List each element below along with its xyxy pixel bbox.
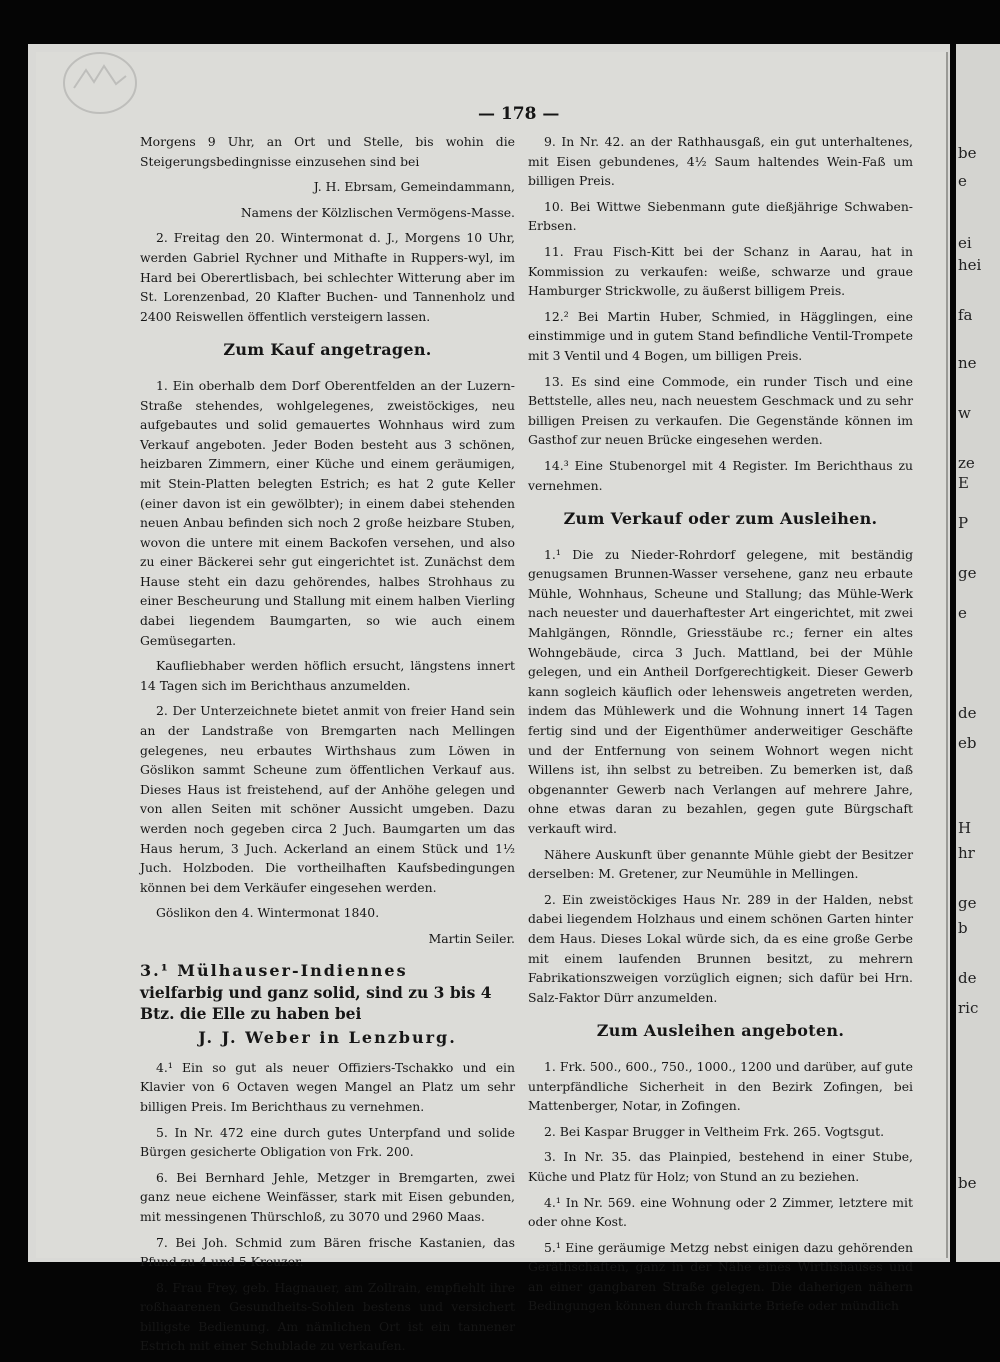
adjacent-page-fragment: e xyxy=(958,604,967,622)
adjacent-page-fragment: de xyxy=(958,704,977,722)
adjacent-page-fragment: de xyxy=(958,969,977,987)
ad-text: 1.¹ Die zu Nieder-Rohrdorf gelegene, mit beständig genugsamen Brunnen-Wasser versehene, ganz neu erbaute Mühle, Wohnhaus, Scheune und Stallung; das Mühle-Werk nach neuester und dauerhaftester Art eingerichtet, mit zwei Mahlgängen, Rönndle, Griesstäube rc.; ferner ein altes Wohngebäude, circa 3 Juch. Mattland, bei der Mühle gelegen, und ein Antheil Dorfgerechtigkeit. Dieser Gewerb kann sogleich käuflich oder lehensweis angetreten werden, indem das Mühlewerk und die Wohnung innert 14 Tagen fertig sind und der Eigenthümer anderweitiger Geschäfte und der Entfernung von seinem Wohnort wegen nicht Willens ist, ihn selbst zu betreiben. Zu bemerken ist, daß obgenannter Gewerb nach Verlangen auf mehrere Jahre, ohne etwas daran zu bezahlen, gegen gute Bürgschaft verkauft wird. xyxy=(528,546,913,836)
adjacent-page-fragment: hei xyxy=(958,256,982,274)
ad-text: 4.¹ In Nr. 569. eine Wohnung oder 2 Zimmer, letztere mit oder ohne Kost. xyxy=(528,1194,913,1230)
signature: Martin Seiler. xyxy=(428,930,515,946)
ad-text: 8. Frau Frey, geb. Hagnauer, am Zollrain, empfiehlt ihre roßhaarenen Gesundheits-Sohlen bestens und versichert billigste Bedienung. Am nämlichen Ort ist ein tannener Estrich mit einer Schublade zu verkaufen. xyxy=(140,1279,515,1354)
ad-text: 2. Ein zweistöckiges Haus Nr. 289 in der Halden, nebst dabei liegendem Holzhaus und einem schönen Garten hinter dem Haus. Dieses Lokal würde sich, da es eine große Gerbe mit einem laufenden Brunnen besitzt, zu mehrern Fabrikationszweigen vorzüglich eignen; sich dafür bei Hrn. Salz-Faktor Dürr anzumelden. xyxy=(528,891,913,1005)
adjacent-page-fragment: ne xyxy=(958,354,977,372)
section-heading-ausleihen: Zum Ausleihen angeboten. xyxy=(596,1021,845,1041)
section-heading-verkauf: Zum Verkauf oder zum Ausleihen. xyxy=(563,509,878,529)
signature: Namens der Kölzlischen Vermögens-Masse. xyxy=(240,204,515,220)
ad-text: Nähere Auskunft über genannte Mühle giebt der Besitzer derselben: M. Gretener, zur Neumühle in Mellingen. xyxy=(528,846,913,882)
ad-text: 1. Ein oberhalb dem Dorf Oberentfelden an der Luzern-Straße stehendes, wohlgelegenes, zweistöckiges, neu aufgebautes und solid gemauertes Wohnhaus wird zum Verkauf angeboten. Jeder Boden besteht aus 3 schönen, heizbaren Zimmern, einer Küche und einem geräumigen, mit Stein-Platten belegten Estrich; es hat 2 gute Keller (einer davon ist ein gewölbter); in einem dabei stehenden neuen Anbau befinden sich noch 2 große heizbare Stuben, wovon die untere mit einem Backofen versehen, und also zu einer Bäckerei sehr gut eingerichtet ist. Zunächst dem Hause steht ein dazu gehörendes, halbes Strohhaus zu einer Bescheurung und Stallung mit einem halben Vierling dabei liegendem Baumgarten, so wie auch einem Gemüsegarten. xyxy=(140,377,515,648)
ad-text: 2. Bei Kaspar Brugger in Veltheim Frk. 265. Vogtsgut. xyxy=(544,1123,885,1139)
ad-text: 13. Es sind eine Commode, ein runder Tisch und eine Bettstelle, alles neu, nach neuestem Geschmack und zu sehr billigen Preisen zu verkaufen. Die Gegenstände können im Gasthof zur neuen Brücke eingesehen werden. xyxy=(528,373,913,448)
adjacent-page-fragment: ze xyxy=(958,454,975,472)
ad-text: 5.¹ Eine geräumige Metzg nebst einigen dazu gehörenden Geräthschaften, ganz in der Nähe eines Wirthshauses und an einer gangbaren Straße gelegen. Die daherigen nähern Bedingungen können durch frankirte Briefe oder mündlich xyxy=(528,1239,913,1314)
ad-text: 9. In Nr. 42. an der Rathhausgaß, ein gut unterhaltenes, mit Eisen gebundenes, 4½ Saum haltendes Wein-Faß um billigen Preis. xyxy=(528,134,913,189)
adjacent-page-strip xyxy=(956,44,1000,1262)
ad-text: 7. Bei Joh. Schmid zum Bären frische Kastanien, das Pfund zu 4 und 5 Kreuzer. xyxy=(140,1234,515,1270)
left-column xyxy=(140,132,515,1362)
adjacent-page-fragment: ge xyxy=(958,564,977,582)
right-column xyxy=(528,132,913,1322)
ad-text: 4.¹ Ein so gut als neuer Offiziers-Tschakko und ein Klavier von 6 Octaven wegen Mangel an Platz um sehr billigen Preis. Im Berichthaus zu vernehmen. xyxy=(140,1059,515,1114)
adjacent-page-fragment: hr xyxy=(958,844,975,862)
adjacent-page-fragment: eb xyxy=(958,734,977,752)
adjacent-page-fragment: fa xyxy=(958,306,973,324)
ad-text: Kaufliebhaber werden höflich ersucht, längstens innert 14 Tagen sich im Berichthaus anzumelden. xyxy=(140,658,515,693)
ad-text: 2. Der Unterzeichnete bietet anmit von freier Hand sein an der Landstraße von Bremgarten nach Mellingen gelegenes, neu erbautes Wirthshaus zum Löwen in Göslikon sammt Scheune zum öffentlichen Verkauf aus. Dieses Haus ist freistehend, auf der Anhöhe gelegen und von allen Seiten mit schöner Aussicht umgeben. Dazu werden noch gegeben circa 2 Juch. Baumgarten um das Haus herum, 3 Juch. Ackerland an einem Stück und 1½ Juch. Holzboden. Die vortheilhaften Kaufsbedingungen können bei dem Verkäufer eingesehen werden. xyxy=(140,703,515,895)
adjacent-page-fragment: be xyxy=(958,1174,977,1192)
section-heading-kauf: Zum Kauf angetragen. xyxy=(223,340,432,360)
display-ad-firm: J. J. Weber in Lenzburg. xyxy=(198,1028,457,1048)
adjacent-page-fragment: b xyxy=(958,919,968,937)
adjacent-page-fragment: ei xyxy=(958,234,972,252)
ad-date: Göslikon den 4. Wintermonat 1840. xyxy=(156,905,380,921)
ad-text: 6. Bei Bernhard Jehle, Metzger in Bremgarten, zwei ganz neue eichene Weinfässer, stark mit Eisen gebunden, mit messingenen Thürschloß, zu 3070 und 2960 Maas. xyxy=(140,1169,515,1224)
adjacent-page-fragment: ric xyxy=(958,999,979,1017)
adjacent-page-fragment: P xyxy=(958,514,969,532)
ad-text: 5. In Nr. 472 eine durch gutes Unterpfand und solide Bürgen gesicherte Obligation von Frk. 200. xyxy=(140,1124,515,1160)
ad-text: 10. Bei Wittwe Siebenmann gute dießjährige Schwaben-Erbsen. xyxy=(528,198,913,234)
stamp-watermark-icon xyxy=(60,48,140,118)
notice-text: Morgens 9 Uhr, an Ort und Stelle, bis wohin die Steigerungsbedingnisse einzusehen sind bei xyxy=(140,134,515,169)
notice-text: 2. Freitag den 20. Wintermonat d. J., Morgens 10 Uhr, werden Gabriel Rychner und Mithafte in Ruppers-wyl, im Hard bei Oberertlisbach, bei schlechter Witterung aber im St. Lorenzenbad, 20 Klafter Buchen- und Tannenholz und 2400 Reiswellen öffentlich versteigern lassen. xyxy=(140,230,515,324)
ad-text: 11. Frau Fisch-Kitt bei der Schanz in Aarau, hat in Kommission zu verkaufen: weiße, schwarze und graue Hamburger Strickwolle, zu äußerst billigem Preis. xyxy=(528,243,913,299)
adjacent-page-fragment: e xyxy=(958,172,967,190)
ad-text: 12.² Bei Martin Huber, Schmied, in Hägglingen, eine einstimmige und in gutem Stand befindliche Ventil-Trompete mit 3 Ventil und 4 Bogen, um billigen Preis. xyxy=(528,308,913,363)
page-number: — 178 — xyxy=(478,104,560,124)
adjacent-page-fragment: be xyxy=(958,144,977,162)
adjacent-page-fragment: w xyxy=(958,404,971,422)
ad-text: 3. In Nr. 35. das Plainpied, bestehend in einer Stube, Küche und Platz für Holz; von Stund an zu beziehen. xyxy=(528,1149,913,1184)
adjacent-page-fragment: ge xyxy=(958,894,977,912)
signature: J. H. Ebrsam, Gemeindammann, xyxy=(313,179,515,195)
adjacent-page-fragment: H xyxy=(958,819,972,837)
display-ad-title: 3.¹ Mülhauser-Indiennes xyxy=(140,960,408,980)
ad-text: 14.³ Eine Stubenorgel mit 4 Register. Im Berichthaus zu vernehmen. xyxy=(528,457,913,493)
display-ad-body: vielfarbig und ganz solid, sind zu 3 bis 4 Btz. die Elle zu haben bei xyxy=(140,983,492,1024)
ad-text: 1. Frk. 500., 600., 750., 1000., 1200 und darüber, auf gute unterpfändliche Sicherheit in den Bezirk Zofingen, bei Mattenberger, Notar, in Zofingen. xyxy=(528,1058,913,1114)
adjacent-page-fragment: E xyxy=(958,474,969,492)
